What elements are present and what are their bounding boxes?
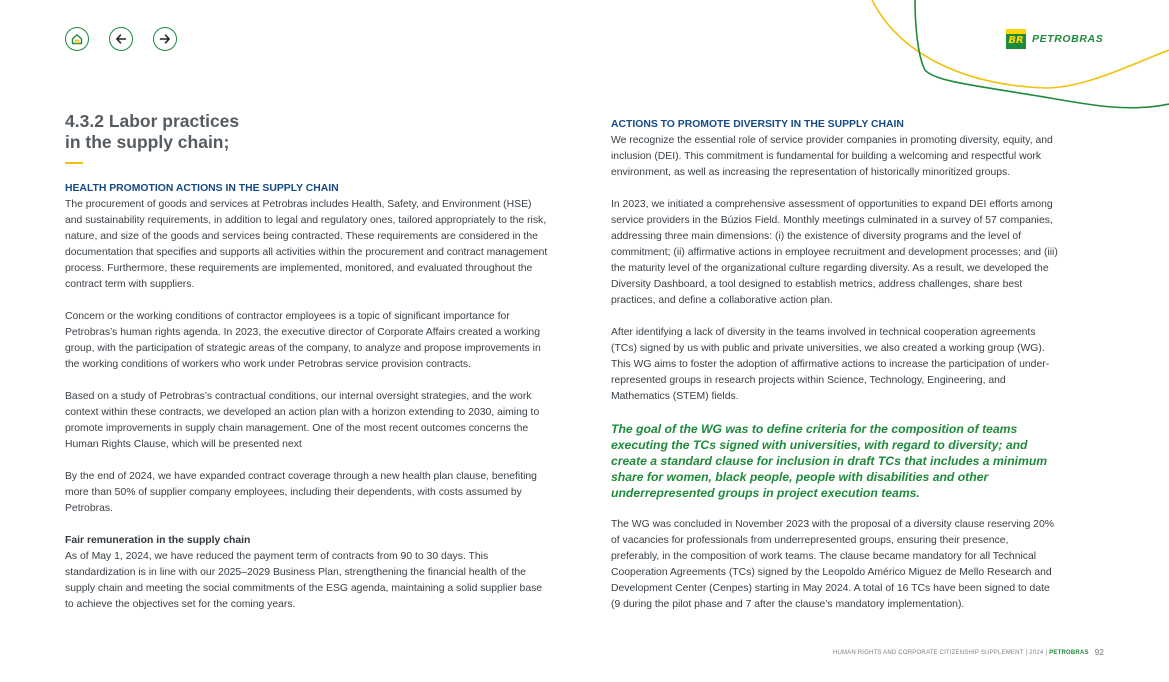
paragraph: Based on a study of Petrobras’s contractual conditions, our internal oversight strategies, and the work context within these contracts, we developed an action plan with a horizon extending to 2030, aiming to promote improvements in supply chain management. One of the most recent outcomes concerns the Human Rights Clause, which will be presented next <box>65 391 540 450</box>
home-icon <box>71 33 83 45</box>
paragraph: After identifying a lack of diversity in the teams involved in technical cooperation agreements (TCs) signed by us with public and private universities, we also created a working group (WG). This WG aims to foster the adoption of affirmative actions to increase the participation of under-represented groups in research projects within Science, Technology, Engineering, and Mathematics (STEM) fields. <box>611 327 1050 402</box>
footer-separator: | <box>1025 649 1028 656</box>
section-title <box>65 111 239 153</box>
logo-wordmark: PETROBRAS <box>1032 33 1104 45</box>
forward-button[interactable] <box>153 27 177 51</box>
highlight-quote: The goal of the WG was to define criteria for the composition of teams executing the TCs signed with universities, with regard to diversity; and create a standard clause for inclusion in draft TCs that includes a minimum share for women, black people, people with disabilities and other underrepresented groups in project execution teams. <box>611 422 1048 500</box>
paragraph: The procurement of goods and services at Petrobras includes Health, Safety, and Environment (HSE) and sustainability requirements, in addition to legal and regulatory ones, tailored appropriately to the risk, nature, and size of the goods and services being contracted. These requirements are considered in the documentation that specifies and supports all activities within the procurement and contract management process. Furthermore, these requirements are implemented, monitored, and evaluated throughout the contract term with suppliers. <box>65 199 548 290</box>
footer-publication: HUMAN RIGHTS AND CORPORATE CITIZENSHIP SUPPLEMENT <box>832 649 1024 656</box>
fair-remuneration-subheading: Fair remuneration in the supply chain <box>65 535 251 546</box>
left-column <box>65 181 551 613</box>
health-promotion-heading: HEALTH PROMOTION ACTIONS IN THE SUPPLY CHAIN <box>65 183 339 194</box>
paragraph: Concern or the working conditions of contractor employees is a topic of significant importance for Petrobras’s human rights agenda. In 2023, the executive director of Corporate Affairs created a working group, with the participation of strategic areas of the company, to analyze and propose improvements in the working conditions of workers who work under Petrobras service provision contracts. <box>65 311 541 370</box>
paragraph: By the end of 2024, we have expanded contract coverage through a new health plan clause, benefiting more than 50% of supplier company employees, including their dependents, with costs assumed by Petrobras. <box>65 471 537 514</box>
petrobras-logo[interactable] <box>1006 29 1103 49</box>
arrow-left-icon <box>115 33 127 45</box>
page-footer <box>833 648 1104 657</box>
section-title-line2: in the supply chain; <box>65 132 230 152</box>
right-column <box>611 117 1059 613</box>
back-button[interactable] <box>109 27 133 51</box>
diversity-heading: ACTIONS TO PROMOTE DIVERSITY IN THE SUPPLY CHAIN <box>611 119 904 130</box>
paragraph: As of May 1, 2024, we have reduced the payment term of contracts from 90 to 30 days. This standardization is in line with our 2025–2029 Business Plan, strengthening the financial health of the supply chain and meeting the social commitments of the ESG agenda, maintaining a solid supplier base to achieve the objectives set for the coming years. <box>65 551 543 610</box>
section-number: 4.3.2 <box>65 111 104 131</box>
footer-separator: | <box>1045 649 1048 656</box>
footer-year: 2024 <box>1029 649 1044 656</box>
br-logo-mark: BR <box>1006 29 1026 49</box>
footer-brand: PETROBRAS <box>1049 649 1089 656</box>
paragraph: In 2023, we initiated a comprehensive assessment of opportunities to expand DEI efforts among service providers in the Búzios Field. Monthly meetings culminated in a survey of 57 companies, addressing three main dimensions: (i) the existence of diversity programs and the level of commitment; (ii) affirmative actions in employee recruitment and development processes; and (iii) the maturity level of the organizational culture regarding diversity. As a result, we developed the Diversity Dashboard, a tool designed to establish metrics, address challenges, share best practices, and define a collaborative action plan. <box>611 199 1058 306</box>
paragraph: The WG was concluded in November 2023 with the proposal of a diversity clause reserving 20% of vacancies for professionals from underrepresented groups, ensuring their presence, preferably, in the composition of work teams. The clause became mandatory for all Technical Cooperation Agreements (TCs) signed by the Leopoldo Américo Miguez de Mello Research and Development Center (Cenpes) starting in May 2024. A total of 16 TCs have been signed to date (9 during the pilot phase and 7 after the clause’s mandatory implementation). <box>611 519 1054 610</box>
title-accent-rule <box>65 162 83 164</box>
section-title-line1: Labor practices <box>108 111 240 131</box>
arrow-right-icon <box>159 33 171 45</box>
home-button[interactable] <box>65 27 89 51</box>
page-number: 92 <box>1094 648 1104 657</box>
paragraph: We recognize the essential role of service provider companies in promoting diversity, equity, and inclusion (DEI). This commitment is fundamental for building a welcoming and respectful work environment, as well as increasing the representation of historically minoritized groups. <box>611 135 1053 178</box>
